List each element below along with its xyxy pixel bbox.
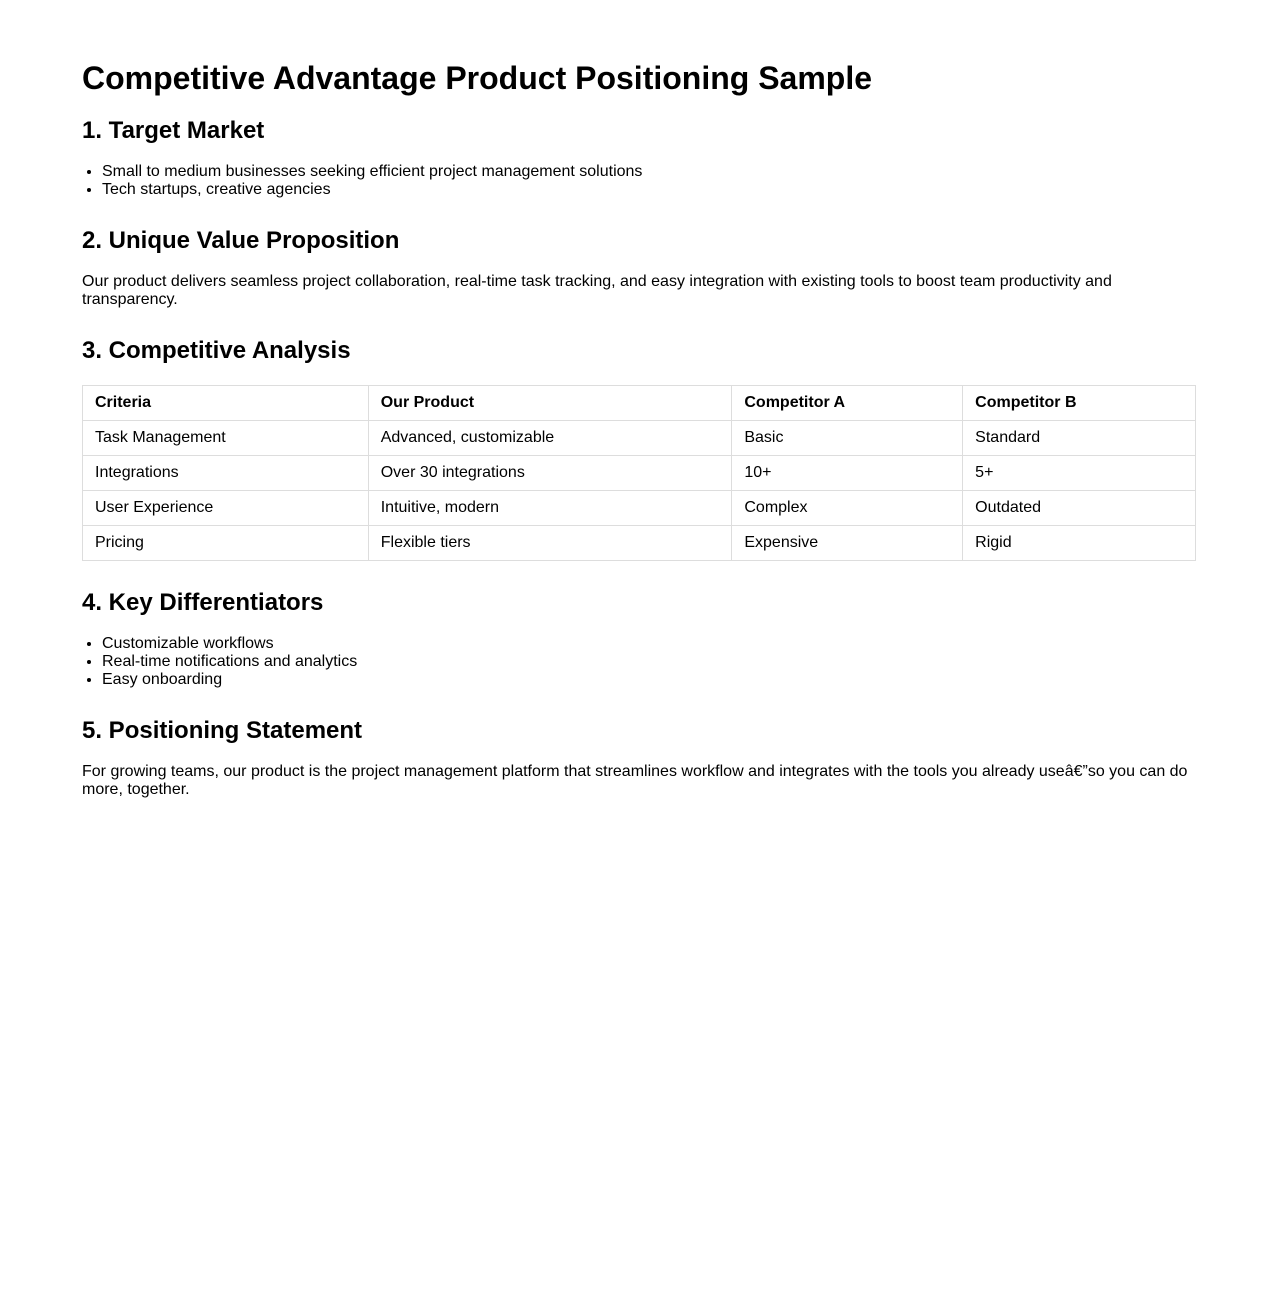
table-cell: Intuitive, modern [368, 491, 732, 526]
list-item: • Real-time notifications and analytics [102, 653, 1196, 671]
table-cell: Advanced, customizable [368, 421, 732, 456]
table-cell: Expensive [732, 526, 963, 561]
table-row [83, 456, 1196, 491]
competitive-analysis-table [82, 385, 1196, 561]
list-item: • Small to medium businesses seeking efficient project management solutions [102, 163, 1196, 181]
section-heading: 3. Competitive Analysis [82, 337, 351, 364]
value-proposition-text: Our product delivers seamless project collaboration, real-time task tracking, and easy integration with existing tools to boost team productivity and transparency. [82, 273, 1112, 308]
table-cell: Complex [732, 491, 963, 526]
column-header: Competitor B [963, 386, 1196, 421]
table-row [83, 491, 1196, 526]
table-cell: User Experience [83, 491, 369, 526]
section-positioning-statement [82, 716, 1196, 799]
section-heading: 2. Unique Value Proposition [82, 227, 400, 254]
table-header-row [83, 386, 1196, 421]
section-heading: 4. Key Differentiators [82, 589, 324, 616]
positioning-statement-text: For growing teams, our product is the project management platform that streamlines workflow and integrates with the tools you already useâ€”so you can do more, together. [82, 763, 1188, 798]
table-cell: 10+ [732, 456, 963, 491]
section-value-proposition [82, 226, 1196, 309]
target-market-list [82, 163, 1196, 199]
table-cell: Rigid [963, 526, 1196, 561]
table-cell: Flexible tiers [368, 526, 732, 561]
list-item: • Tech startups, creative agencies [102, 181, 1196, 199]
column-header: Criteria [83, 386, 369, 421]
table-cell: Standard [963, 421, 1196, 456]
differentiators-list [82, 635, 1196, 689]
table-row [83, 421, 1196, 456]
list-item: • Easy onboarding [102, 671, 1196, 689]
column-header: Our Product [368, 386, 732, 421]
table-cell: Task Management [83, 421, 369, 456]
table-row [83, 526, 1196, 561]
list-item: • Customizable workflows [102, 635, 1196, 653]
section-heading: 1. Target Market [82, 117, 265, 144]
section-key-differentiators [82, 588, 1196, 689]
table-cell: Outdated [963, 491, 1196, 526]
table-cell: Pricing [83, 526, 369, 561]
section-target-market [82, 116, 1196, 199]
page-title: Competitive Advantage Product Positioning Sample [82, 60, 873, 96]
table-cell: Basic [732, 421, 963, 456]
table-cell: Integrations [83, 456, 369, 491]
section-competitive-analysis [82, 336, 1196, 561]
section-heading: 5. Positioning Statement [82, 717, 363, 744]
table-cell: Over 30 integrations [368, 456, 732, 491]
column-header: Competitor A [732, 386, 963, 421]
table-cell: 5+ [963, 456, 1196, 491]
